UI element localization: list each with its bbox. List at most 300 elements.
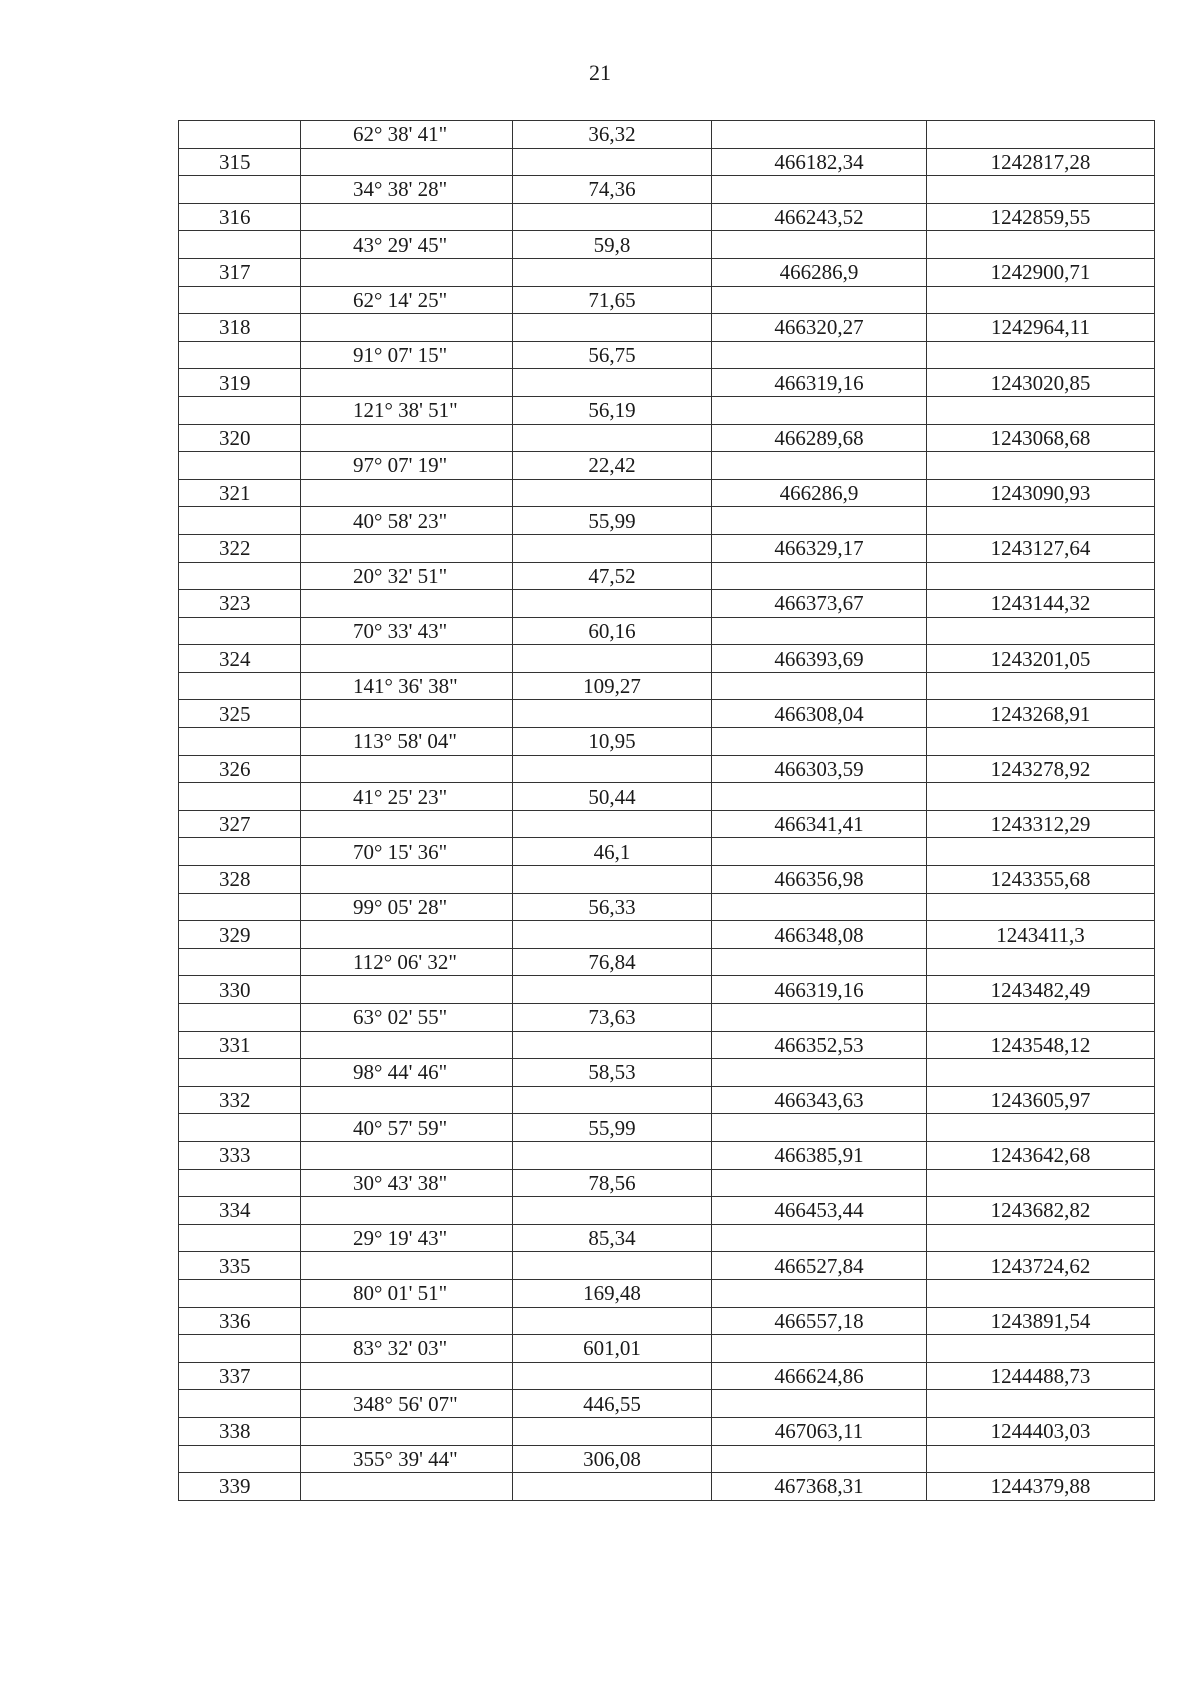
- point-y: 1243068,68: [927, 424, 1155, 452]
- segment-angle: 70° 15' 36": [301, 838, 513, 866]
- point-row: [179, 1086, 1155, 1114]
- point-y: 1244403,03: [927, 1417, 1155, 1445]
- point-length-cell: [513, 1086, 712, 1114]
- point-id: 332: [179, 1086, 301, 1114]
- segment-point-cell: [179, 286, 301, 314]
- segment-row: [179, 1279, 1155, 1307]
- point-row: [179, 1197, 1155, 1225]
- point-y: 1243548,12: [927, 1031, 1155, 1059]
- point-angle-cell: [301, 1417, 513, 1445]
- point-x: 466289,68: [712, 424, 927, 452]
- segment-length: 58,53: [513, 1059, 712, 1087]
- point-id: 318: [179, 314, 301, 342]
- segment-y-cell: [927, 507, 1155, 535]
- segment-row: [179, 231, 1155, 259]
- point-id: 323: [179, 590, 301, 618]
- point-length-cell: [513, 1252, 712, 1280]
- segment-x-cell: [712, 838, 927, 866]
- point-id: 339: [179, 1473, 301, 1501]
- point-length-cell: [513, 810, 712, 838]
- point-x: 466182,34: [712, 148, 927, 176]
- segment-x-cell: [712, 1114, 927, 1142]
- segment-angle: 113° 58' 04": [301, 728, 513, 756]
- segment-row: [179, 121, 1155, 149]
- point-x: 466286,9: [712, 479, 927, 507]
- segment-angle: 20° 32' 51": [301, 562, 513, 590]
- point-row: [179, 1473, 1155, 1501]
- segment-length: 74,36: [513, 176, 712, 204]
- segment-point-cell: [179, 1169, 301, 1197]
- segment-point-cell: [179, 507, 301, 535]
- segment-y-cell: [927, 783, 1155, 811]
- segment-point-cell: [179, 1114, 301, 1142]
- point-y: 1243682,82: [927, 1197, 1155, 1225]
- segment-length: 306,08: [513, 1445, 712, 1473]
- point-length-cell: [513, 203, 712, 231]
- segment-angle: 34° 38' 28": [301, 176, 513, 204]
- point-row: [179, 1141, 1155, 1169]
- segment-angle: 141° 36' 38": [301, 672, 513, 700]
- point-length-cell: [513, 645, 712, 673]
- point-y: 1242964,11: [927, 314, 1155, 342]
- point-x: 466320,27: [712, 314, 927, 342]
- segment-x-cell: [712, 1169, 927, 1197]
- segment-angle: 97° 07' 19": [301, 452, 513, 480]
- point-y: 1242817,28: [927, 148, 1155, 176]
- segment-angle: 41° 25' 23": [301, 783, 513, 811]
- point-row: [179, 755, 1155, 783]
- segment-length: 73,63: [513, 1004, 712, 1032]
- segment-row: [179, 838, 1155, 866]
- point-y: 1244488,73: [927, 1362, 1155, 1390]
- segment-point-cell: [179, 1445, 301, 1473]
- point-row: [179, 921, 1155, 949]
- point-id: 333: [179, 1141, 301, 1169]
- point-id: 334: [179, 1197, 301, 1225]
- segment-length: 169,48: [513, 1279, 712, 1307]
- point-length-cell: [513, 1473, 712, 1501]
- point-x: 466243,52: [712, 203, 927, 231]
- segment-row: [179, 617, 1155, 645]
- point-row: [179, 645, 1155, 673]
- segment-x-cell: [712, 783, 927, 811]
- segment-point-cell: [179, 396, 301, 424]
- point-x: 466303,59: [712, 755, 927, 783]
- point-x: 466373,67: [712, 590, 927, 618]
- segment-x-cell: [712, 1335, 927, 1363]
- point-y: 1243144,32: [927, 590, 1155, 618]
- point-x: 466393,69: [712, 645, 927, 673]
- segment-point-cell: [179, 1335, 301, 1363]
- segment-y-cell: [927, 1004, 1155, 1032]
- segment-length: 50,44: [513, 783, 712, 811]
- segment-length: 55,99: [513, 507, 712, 535]
- segment-angle: 29° 19' 43": [301, 1224, 513, 1252]
- segment-y-cell: [927, 341, 1155, 369]
- point-x: 466557,18: [712, 1307, 927, 1335]
- point-angle-cell: [301, 1473, 513, 1501]
- point-angle-cell: [301, 1197, 513, 1225]
- segment-length: 71,65: [513, 286, 712, 314]
- point-angle-cell: [301, 1141, 513, 1169]
- point-x: 466319,16: [712, 369, 927, 397]
- point-angle-cell: [301, 1252, 513, 1280]
- segment-length: 85,34: [513, 1224, 712, 1252]
- point-id: 315: [179, 148, 301, 176]
- segment-x-cell: [712, 672, 927, 700]
- point-id: 327: [179, 810, 301, 838]
- segment-point-cell: [179, 121, 301, 149]
- segment-point-cell: [179, 617, 301, 645]
- segment-length: 10,95: [513, 728, 712, 756]
- segment-point-cell: [179, 1224, 301, 1252]
- point-x: 467063,11: [712, 1417, 927, 1445]
- point-row: [179, 424, 1155, 452]
- segment-x-cell: [712, 231, 927, 259]
- segment-row: [179, 783, 1155, 811]
- point-id: 319: [179, 369, 301, 397]
- segment-y-cell: [927, 1224, 1155, 1252]
- point-id: 337: [179, 1362, 301, 1390]
- point-angle-cell: [301, 755, 513, 783]
- segment-point-cell: [179, 176, 301, 204]
- segment-row: [179, 176, 1155, 204]
- segment-length: 36,32: [513, 121, 712, 149]
- point-row: [179, 369, 1155, 397]
- segment-angle: 83° 32' 03": [301, 1335, 513, 1363]
- segment-point-cell: [179, 838, 301, 866]
- point-length-cell: [513, 1307, 712, 1335]
- segment-length: 59,8: [513, 231, 712, 259]
- point-row: [179, 700, 1155, 728]
- segment-x-cell: [712, 562, 927, 590]
- point-x: 466343,63: [712, 1086, 927, 1114]
- point-id: 328: [179, 866, 301, 894]
- segment-length: 56,75: [513, 341, 712, 369]
- segment-y-cell: [927, 728, 1155, 756]
- segment-length: 56,33: [513, 893, 712, 921]
- segment-length: 78,56: [513, 1169, 712, 1197]
- segment-x-cell: [712, 286, 927, 314]
- point-y: 1243355,68: [927, 866, 1155, 894]
- point-length-cell: [513, 148, 712, 176]
- point-y: 1243891,54: [927, 1307, 1155, 1335]
- point-row: [179, 810, 1155, 838]
- segment-angle: 30° 43' 38": [301, 1169, 513, 1197]
- segment-y-cell: [927, 1059, 1155, 1087]
- point-id: 329: [179, 921, 301, 949]
- segment-point-cell: [179, 562, 301, 590]
- point-angle-cell: [301, 1031, 513, 1059]
- segment-y-cell: [927, 1279, 1155, 1307]
- point-id: 321: [179, 479, 301, 507]
- point-angle-cell: [301, 424, 513, 452]
- point-angle-cell: [301, 810, 513, 838]
- segment-angle: 99° 05' 28": [301, 893, 513, 921]
- segment-length: 55,99: [513, 1114, 712, 1142]
- point-row: [179, 1362, 1155, 1390]
- segment-angle: 121° 38' 51": [301, 396, 513, 424]
- segment-x-cell: [712, 507, 927, 535]
- point-angle-cell: [301, 258, 513, 286]
- segment-row: [179, 562, 1155, 590]
- point-row: [179, 1307, 1155, 1335]
- point-id: 324: [179, 645, 301, 673]
- point-row: [179, 479, 1155, 507]
- segment-row: [179, 286, 1155, 314]
- segment-x-cell: [712, 452, 927, 480]
- point-y: 1243278,92: [927, 755, 1155, 783]
- point-angle-cell: [301, 1086, 513, 1114]
- point-angle-cell: [301, 921, 513, 949]
- point-y: 1243605,97: [927, 1086, 1155, 1114]
- segment-y-cell: [927, 396, 1155, 424]
- segment-row: [179, 341, 1155, 369]
- point-row: [179, 1417, 1155, 1445]
- segment-point-cell: [179, 1004, 301, 1032]
- segment-row: [179, 396, 1155, 424]
- segment-angle: 70° 33' 43": [301, 617, 513, 645]
- segment-x-cell: [712, 1224, 927, 1252]
- point-angle-cell: [301, 1307, 513, 1335]
- point-y: 1243201,05: [927, 645, 1155, 673]
- point-y: 1243127,64: [927, 534, 1155, 562]
- point-x: 466453,44: [712, 1197, 927, 1225]
- segment-x-cell: [712, 121, 927, 149]
- point-length-cell: [513, 700, 712, 728]
- segment-point-cell: [179, 948, 301, 976]
- segment-angle: 98° 44' 46": [301, 1059, 513, 1087]
- segment-angle: 63° 02' 55": [301, 1004, 513, 1032]
- segment-length: 109,27: [513, 672, 712, 700]
- point-length-cell: [513, 921, 712, 949]
- point-length-cell: [513, 1362, 712, 1390]
- point-angle-cell: [301, 203, 513, 231]
- segment-x-cell: [712, 1445, 927, 1473]
- segment-y-cell: [927, 452, 1155, 480]
- point-length-cell: [513, 1417, 712, 1445]
- point-length-cell: [513, 534, 712, 562]
- segment-row: [179, 1390, 1155, 1418]
- point-angle-cell: [301, 590, 513, 618]
- point-row: [179, 976, 1155, 1004]
- segment-angle: 80° 01' 51": [301, 1279, 513, 1307]
- segment-row: [179, 948, 1155, 976]
- segment-length: 56,19: [513, 396, 712, 424]
- point-angle-cell: [301, 645, 513, 673]
- segment-length: 76,84: [513, 948, 712, 976]
- segment-row: [179, 1224, 1155, 1252]
- point-length-cell: [513, 590, 712, 618]
- point-length-cell: [513, 1141, 712, 1169]
- segment-y-cell: [927, 893, 1155, 921]
- segment-angle: 112° 06' 32": [301, 948, 513, 976]
- point-x: 466352,53: [712, 1031, 927, 1059]
- segment-angle: 40° 58' 23": [301, 507, 513, 535]
- point-x: 466527,84: [712, 1252, 927, 1280]
- segment-row: [179, 1114, 1155, 1142]
- point-y: 1243411,3: [927, 921, 1155, 949]
- point-row: [179, 1252, 1155, 1280]
- point-angle-cell: [301, 976, 513, 1004]
- segment-x-cell: [712, 893, 927, 921]
- point-x: 466341,41: [712, 810, 927, 838]
- point-y: 1243724,62: [927, 1252, 1155, 1280]
- coordinate-table: [178, 120, 1155, 1501]
- segment-point-cell: [179, 1279, 301, 1307]
- point-angle-cell: [301, 700, 513, 728]
- point-row: [179, 314, 1155, 342]
- point-id: 317: [179, 258, 301, 286]
- point-angle-cell: [301, 369, 513, 397]
- segment-y-cell: [927, 672, 1155, 700]
- point-angle-cell: [301, 866, 513, 894]
- segment-x-cell: [712, 1279, 927, 1307]
- point-y: 1243482,49: [927, 976, 1155, 1004]
- segment-angle: 348° 56' 07": [301, 1390, 513, 1418]
- point-id: 320: [179, 424, 301, 452]
- point-angle-cell: [301, 148, 513, 176]
- point-x: 466319,16: [712, 976, 927, 1004]
- segment-length: 47,52: [513, 562, 712, 590]
- segment-y-cell: [927, 838, 1155, 866]
- point-y: 1244379,88: [927, 1473, 1155, 1501]
- point-angle-cell: [301, 534, 513, 562]
- segment-point-cell: [179, 783, 301, 811]
- segment-y-cell: [927, 176, 1155, 204]
- point-id: 331: [179, 1031, 301, 1059]
- point-x: 466348,08: [712, 921, 927, 949]
- segment-angle: 62° 38' 41": [301, 121, 513, 149]
- point-x: 466385,91: [712, 1141, 927, 1169]
- segment-angle: 91° 07' 15": [301, 341, 513, 369]
- page-number: 21: [589, 60, 611, 85]
- point-id: 326: [179, 755, 301, 783]
- segment-y-cell: [927, 1114, 1155, 1142]
- point-row: [179, 534, 1155, 562]
- point-id: 325: [179, 700, 301, 728]
- segment-row: [179, 893, 1155, 921]
- point-y: 1242900,71: [927, 258, 1155, 286]
- segment-x-cell: [712, 1390, 927, 1418]
- segment-y-cell: [927, 617, 1155, 645]
- segment-y-cell: [927, 231, 1155, 259]
- segment-x-cell: [712, 176, 927, 204]
- segment-row: [179, 1335, 1155, 1363]
- point-y: 1243312,29: [927, 810, 1155, 838]
- point-x: 466356,98: [712, 866, 927, 894]
- segment-angle: 62° 14' 25": [301, 286, 513, 314]
- point-y: 1243020,85: [927, 369, 1155, 397]
- point-x: 466624,86: [712, 1362, 927, 1390]
- segment-point-cell: [179, 1390, 301, 1418]
- point-row: [179, 258, 1155, 286]
- segment-row: [179, 1059, 1155, 1087]
- segment-x-cell: [712, 341, 927, 369]
- point-id: 335: [179, 1252, 301, 1280]
- segment-length: 46,1: [513, 838, 712, 866]
- point-length-cell: [513, 1031, 712, 1059]
- point-row: [179, 148, 1155, 176]
- point-length-cell: [513, 369, 712, 397]
- segment-x-cell: [712, 948, 927, 976]
- point-x: 466329,17: [712, 534, 927, 562]
- segment-y-cell: [927, 1335, 1155, 1363]
- segment-row: [179, 672, 1155, 700]
- segment-row: [179, 452, 1155, 480]
- segment-point-cell: [179, 1059, 301, 1087]
- segment-length: 60,16: [513, 617, 712, 645]
- point-x: 467368,31: [712, 1473, 927, 1501]
- point-id: 322: [179, 534, 301, 562]
- point-y: 1243642,68: [927, 1141, 1155, 1169]
- segment-point-cell: [179, 341, 301, 369]
- segment-y-cell: [927, 948, 1155, 976]
- segment-y-cell: [927, 1390, 1155, 1418]
- segment-angle: 355° 39' 44": [301, 1445, 513, 1473]
- coordinate-table-body: [179, 121, 1155, 1501]
- point-length-cell: [513, 755, 712, 783]
- segment-y-cell: [927, 562, 1155, 590]
- point-angle-cell: [301, 1362, 513, 1390]
- point-length-cell: [513, 479, 712, 507]
- segment-row: [179, 507, 1155, 535]
- segment-point-cell: [179, 893, 301, 921]
- segment-y-cell: [927, 121, 1155, 149]
- segment-point-cell: [179, 728, 301, 756]
- segment-length: 446,55: [513, 1390, 712, 1418]
- segment-angle: 43° 29' 45": [301, 231, 513, 259]
- point-row: [179, 866, 1155, 894]
- point-y: 1242859,55: [927, 203, 1155, 231]
- point-length-cell: [513, 314, 712, 342]
- point-length-cell: [513, 1197, 712, 1225]
- point-id: 336: [179, 1307, 301, 1335]
- segment-point-cell: [179, 231, 301, 259]
- segment-x-cell: [712, 1004, 927, 1032]
- point-y: 1243268,91: [927, 700, 1155, 728]
- point-id: 338: [179, 1417, 301, 1445]
- segment-angle: 40° 57' 59": [301, 1114, 513, 1142]
- point-x: 466308,04: [712, 700, 927, 728]
- segment-y-cell: [927, 1169, 1155, 1197]
- segment-length: 601,01: [513, 1335, 712, 1363]
- point-row: [179, 203, 1155, 231]
- segment-x-cell: [712, 1059, 927, 1087]
- segment-y-cell: [927, 286, 1155, 314]
- point-y: 1243090,93: [927, 479, 1155, 507]
- segment-row: [179, 728, 1155, 756]
- point-x: 466286,9: [712, 258, 927, 286]
- point-row: [179, 590, 1155, 618]
- segment-x-cell: [712, 396, 927, 424]
- point-id: 330: [179, 976, 301, 1004]
- segment-row: [179, 1004, 1155, 1032]
- point-row: [179, 1031, 1155, 1059]
- point-angle-cell: [301, 314, 513, 342]
- point-length-cell: [513, 424, 712, 452]
- point-length-cell: [513, 258, 712, 286]
- segment-point-cell: [179, 452, 301, 480]
- segment-x-cell: [712, 728, 927, 756]
- segment-row: [179, 1169, 1155, 1197]
- segment-y-cell: [927, 1445, 1155, 1473]
- point-id: 316: [179, 203, 301, 231]
- segment-point-cell: [179, 672, 301, 700]
- point-length-cell: [513, 976, 712, 1004]
- segment-x-cell: [712, 617, 927, 645]
- point-angle-cell: [301, 479, 513, 507]
